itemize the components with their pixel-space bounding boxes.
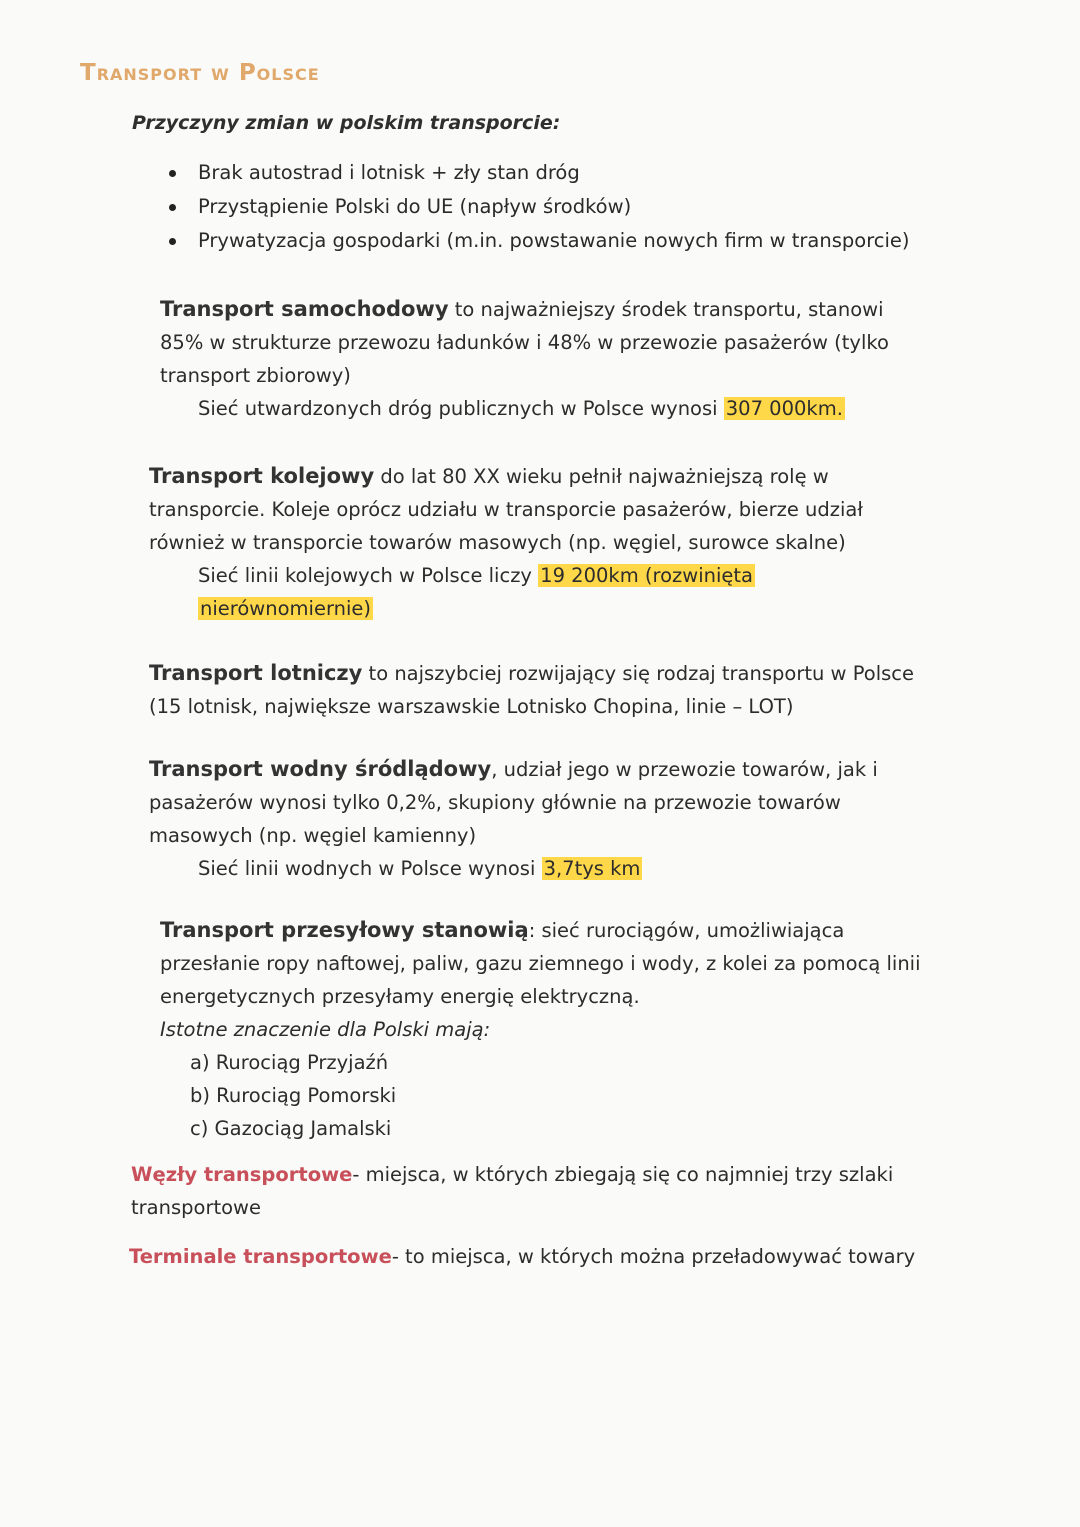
- pipeline-line1: : sieć rurociągów, umożliwiająca: [528, 919, 845, 942]
- pipeline-lead: Transport przesyłowy stanowią: [160, 918, 529, 942]
- nodes-term: Węzły transportowe: [131, 1163, 353, 1186]
- section-subtitle: Przyczyny zmian w polskim transporcie:: [132, 112, 561, 134]
- rail-network-value-cont: nierównomiernie): [200, 597, 371, 620]
- list-item: c) Gazociąg Jamalski: [190, 1117, 392, 1140]
- causes-list: [160, 156, 910, 258]
- terminals-term: Terminale transportowe: [129, 1245, 392, 1268]
- water-line2: pasażerów wynosi tylko 0,2%, skupiony głównie na przewozie towarów: [149, 791, 841, 814]
- water-network-value: 3,7tys km: [543, 857, 641, 880]
- rail-line2: transporcie. Koleje oprócz udziału w transporcie pasażerów, bierze udział: [149, 498, 863, 521]
- terminals-line1: - to miejsca, w których można przeładowywać towary: [391, 1245, 916, 1268]
- road-lead: Transport samochodowy: [160, 297, 449, 321]
- water-lead: Transport wodny śródlądowy: [149, 757, 492, 781]
- water-line1: , udział jego w przewozie towarów, jak i: [491, 758, 878, 781]
- road-transport-paragraph: [160, 293, 889, 425]
- water-network-text: Sieć linii wodnych w Polsce wynosi: [198, 857, 542, 880]
- list-item: Prywatyzacja gospodarki (m.in. powstawanie nowych firm w transporcie): [160, 224, 910, 258]
- pipeline-important: Istotne znaczenie dla Polski mają:: [160, 1018, 491, 1041]
- road-network-text: Sieć utwardzonych dróg publicznych w Polsce wynosi: [198, 397, 724, 420]
- nodes-line1: - miejsca, w których zbiegają się co najmniej trzy szlaki: [352, 1163, 894, 1186]
- road-line1: to najważniejszy środek transportu, stanowi: [448, 298, 884, 321]
- nodes-line2: transportowe: [131, 1196, 261, 1219]
- pipeline-line3: energetycznych przesyłamy energię elektryczną.: [160, 985, 640, 1008]
- rail-line3: również w transporcie towarów masowych (np. węgiel, surowce skalne): [149, 531, 846, 554]
- list-item: Przystąpienie Polski do UE (napływ środków): [160, 190, 910, 224]
- road-line2: 85% w strukturze przewozu ładunków i 48% w przewozie pasażerów (tylko: [160, 331, 889, 354]
- pipeline-line2: przesłanie ropy naftowej, paliw, gazu ziemnego i wody, z kolei za pomocą linii: [160, 952, 921, 975]
- nodes-definition: [131, 1158, 893, 1224]
- water-line3: masowych (np. węgiel kamienny): [149, 824, 477, 847]
- rail-network-value: 19 200km (rozwinięta: [540, 564, 753, 587]
- air-transport-paragraph: [149, 657, 914, 723]
- list-item: b) Rurociąg Pomorski: [190, 1084, 397, 1107]
- pipeline-list: [160, 1046, 921, 1145]
- air-line1: to najszybciej rozwijający się rodzaj transportu w Polsce: [362, 662, 914, 685]
- road-line3: transport zbiorowy): [160, 364, 351, 387]
- list-item: a) Rurociąg Przyjaźń: [190, 1051, 389, 1074]
- air-lead: Transport lotniczy: [149, 661, 363, 685]
- air-line2: (15 lotnisk, największe warszawskie Lotnisko Chopina, linie – LOT): [149, 695, 794, 718]
- page-title: Transport w Polsce: [80, 60, 320, 86]
- rail-network-text: Sieć linii kolejowych w Polsce liczy: [198, 564, 539, 587]
- rail-lead: Transport kolejowy: [149, 464, 375, 488]
- water-transport-paragraph: [149, 753, 878, 885]
- list-item: Brak autostrad i lotnisk + zły stan dróg: [160, 156, 910, 190]
- road-network-value: 307 000km.: [725, 397, 843, 420]
- rail-transport-paragraph: [149, 460, 863, 625]
- terminals-definition: [129, 1240, 915, 1273]
- rail-line1: do lat 80 XX wieku pełnił najważniejszą rolę w: [374, 465, 829, 488]
- pipeline-transport-paragraph: [160, 914, 921, 1145]
